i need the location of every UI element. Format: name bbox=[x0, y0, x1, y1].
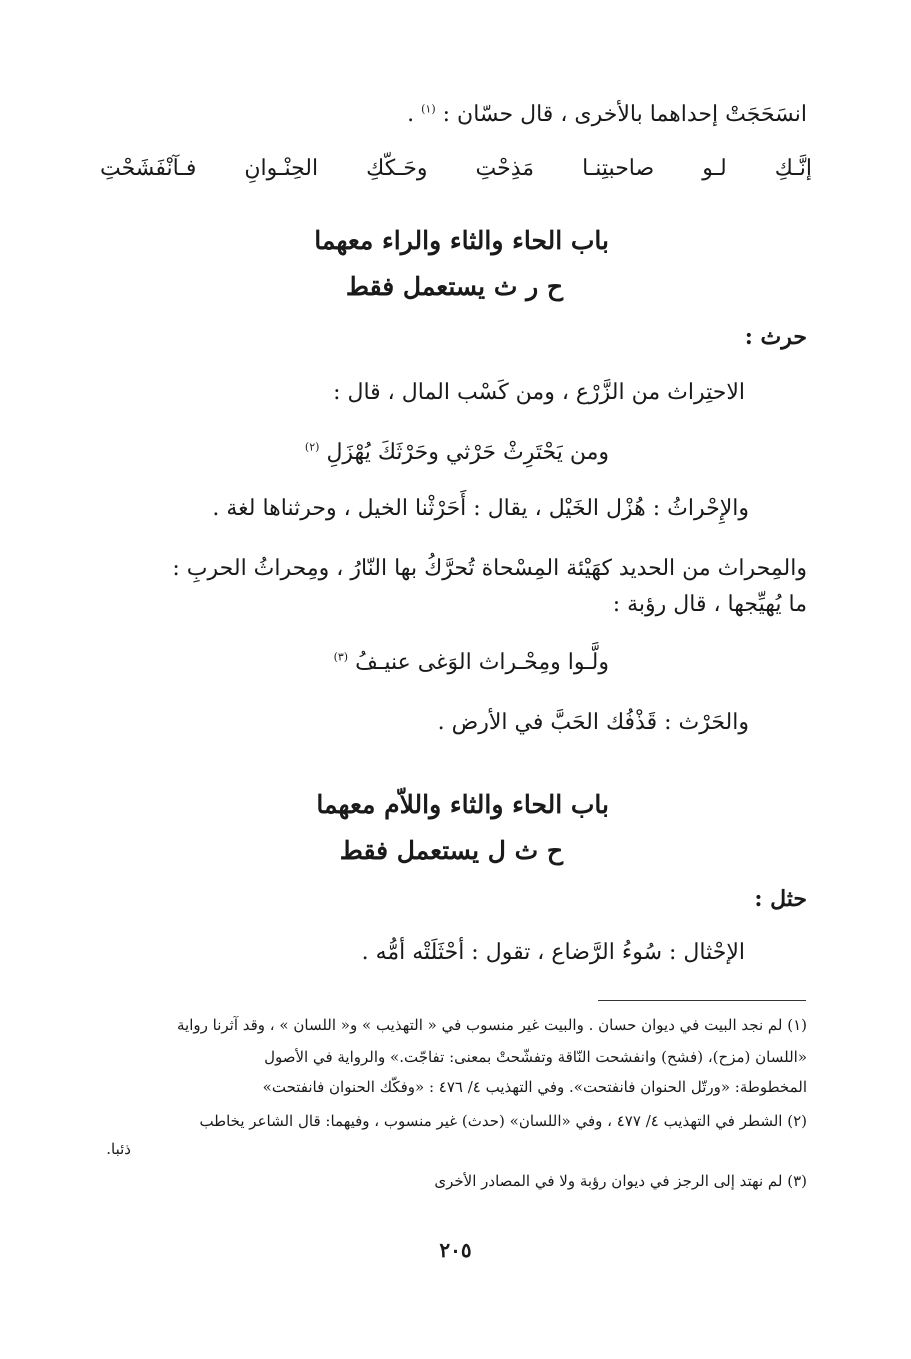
text-line: ما يُهيِّجها ، قال رؤبة : bbox=[612, 592, 807, 617]
footnote-line: المخطوطة: «ورتّل الحنوان فانفتحت». وفي التهذيب ٤/ ٤٧٦ : «وفكّك الحنوان فانفتحت» bbox=[262, 1078, 807, 1096]
section-title: باب الحاء والثاء واللاّم معهما bbox=[316, 790, 609, 819]
text-line bbox=[407, 102, 807, 127]
section-subtitle: ح ر ث يستعمل فقط bbox=[345, 272, 563, 301]
verse-word: إنَّـكِ bbox=[774, 156, 812, 181]
footnote-marker: (١) bbox=[421, 102, 436, 116]
section-subtitle: ح ث ل يستعمل فقط bbox=[339, 836, 563, 865]
verse-word: وحَـكّكِ bbox=[366, 156, 428, 181]
verse-word: الحِنْـوانِ bbox=[244, 156, 319, 181]
entry-heading: حثل : bbox=[754, 886, 807, 912]
text-line-content: انسَحَجَتْ إحداهما بالأخرى ، قال حسّان : bbox=[442, 102, 807, 127]
text-line: الاحتِراث من الزَّرْع ، ومن كَسْب المال ، قال : bbox=[333, 380, 745, 405]
text-line: والمِحراث من الحديد كهَيْئة المِسْحاة تُحرَّكُ بها النّارُ ، ومِحراثُ الحربِ : bbox=[172, 556, 807, 581]
footnote-line: (٢) الشطر في التهذيب ٤/ ٤٧٧ ، وفي «اللسان» (حدث) غير منسوب ، وفيهما: قال الشاعر يخاطب bbox=[199, 1112, 807, 1130]
verse-word: صاحبتِنـا bbox=[582, 156, 655, 181]
footnote-line: (٣) لم نهتد إلى الرجز في ديوان رؤبة ولا في المصادر الأخرى bbox=[434, 1172, 807, 1190]
text-line: والإِحْراثُ : هُزْل الخَيْل ، يقال : أَحَرْثْنا الخيل ، وحرثناها لغة . bbox=[212, 496, 749, 521]
footnote-line: «اللسان (مزح)، (فشح) وانفشحت النّاقة وتفشّحتْ بمعنى: تفاجّت.» والرواية في الأصول bbox=[264, 1048, 807, 1066]
verse-citation bbox=[305, 440, 609, 465]
text-line: والحَرْث : قَذْفُك الحَبَّ في الأرض . bbox=[437, 710, 749, 735]
footnote-separator bbox=[598, 1000, 806, 1001]
verse-word: فـآنْفَشَحْتِ bbox=[100, 156, 197, 181]
verse-citation-text: ومن يَحْتَرِثْ حَرْثي وحَرْثَكَ يُهْزَلِ bbox=[326, 440, 609, 465]
footnote-line: (١) لم نجد البيت في ديوان حسان . والبيت غير منسوب في « التهذيب » و« اللسان » ، وقد آثرنا رواية bbox=[176, 1016, 807, 1034]
footnote-marker: (٢) bbox=[304, 440, 320, 454]
verse-word: لـو bbox=[702, 156, 727, 181]
verse-citation bbox=[334, 650, 609, 675]
page-number: ٢٠٥ bbox=[439, 1238, 472, 1262]
entry-heading: حرث : bbox=[744, 324, 807, 350]
section-title: باب الحاء والثاء والراء معهما bbox=[314, 226, 609, 255]
verse-line bbox=[100, 156, 812, 181]
verse-citation-text: ولَّـوا ومِحْـراث الوَغى عنيـفُ bbox=[355, 650, 609, 675]
footnote-line: ذئبا. bbox=[106, 1140, 131, 1158]
verse-word: مَذِحْتِ bbox=[475, 156, 535, 181]
footnote-marker: (٣) bbox=[333, 650, 349, 664]
text-line: الإحْثال : سُوءُ الرَّضاع ، تقول : أحْثَلَتْه أمُّه . bbox=[361, 940, 745, 965]
text-line-end: . bbox=[407, 102, 415, 127]
